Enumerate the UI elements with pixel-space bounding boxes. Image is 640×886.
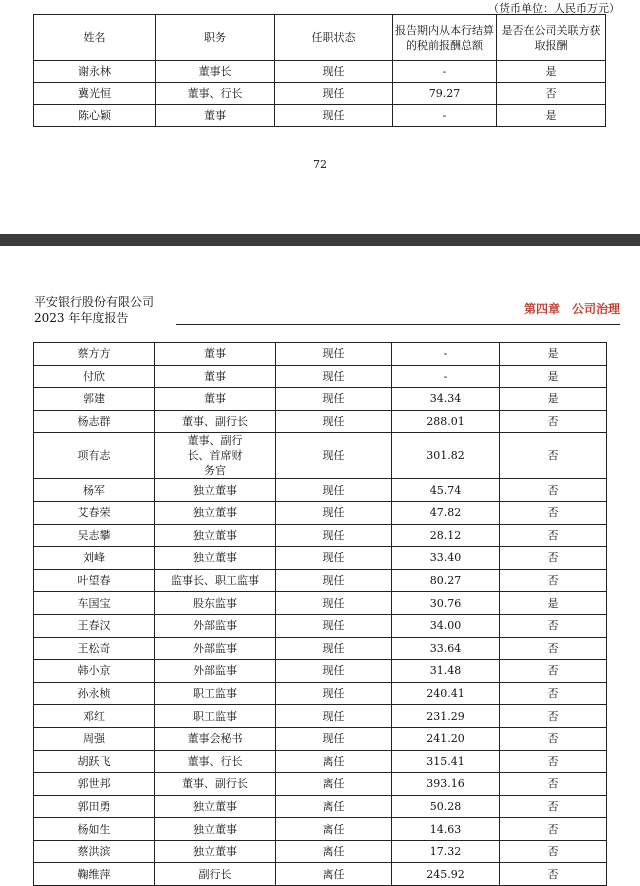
status-cell: 离任 — [276, 750, 392, 773]
position-cell: 董事会秘书 — [155, 727, 276, 750]
status-cell: 现任 — [275, 83, 393, 105]
status-cell: 现任 — [276, 614, 392, 637]
position-cell: 独立董事 — [155, 501, 276, 524]
compensation-cell: 241.20 — [392, 727, 500, 750]
name-cell: 杨军 — [34, 479, 155, 502]
status-cell: 现任 — [276, 501, 392, 524]
table-row — [34, 637, 607, 660]
related-party-cell: 是 — [500, 365, 607, 388]
compensation-cell: 231.29 — [392, 705, 500, 728]
status-cell: 现任 — [276, 343, 392, 366]
related-party-cell: 否 — [500, 614, 607, 637]
compensation-table-page-72 — [33, 14, 606, 127]
compensation-cell: - — [393, 61, 497, 83]
report-header — [34, 294, 154, 326]
status-cell: 现任 — [275, 105, 393, 127]
name-cell: 吴志攀 — [34, 524, 155, 547]
related-party-cell: 是 — [500, 592, 607, 615]
header-rule — [176, 324, 620, 325]
name-cell: 孙永桢 — [34, 682, 155, 705]
currency-unit-note: （货币单位：人民币万元） — [488, 2, 620, 15]
compensation-cell: 47.82 — [392, 501, 500, 524]
compensation-cell: 17.32 — [392, 840, 500, 863]
related-party-cell: 否 — [500, 863, 607, 886]
table-row — [34, 61, 606, 83]
name-cell: 刘峰 — [34, 547, 155, 570]
related-party-cell: 否 — [500, 750, 607, 773]
name-cell: 蔡洪滨 — [34, 840, 155, 863]
status-cell: 离任 — [276, 840, 392, 863]
name-cell: 郭田勇 — [34, 795, 155, 818]
name-cell: 付欣 — [34, 365, 155, 388]
status-cell: 现任 — [276, 388, 392, 411]
table-row — [34, 569, 607, 592]
status-cell: 现任 — [276, 705, 392, 728]
table-row — [34, 614, 607, 637]
name-cell: 谢永林 — [34, 61, 156, 83]
name-cell: 冀光恒 — [34, 83, 156, 105]
status-cell: 现任 — [276, 682, 392, 705]
status-cell: 现任 — [275, 61, 393, 83]
related-party-cell: 否 — [497, 83, 606, 105]
compensation-cell: 245.92 — [392, 863, 500, 886]
header-related-party-compensation: 是否在公司关联方获取报酬 — [497, 15, 606, 61]
table-row — [34, 818, 607, 841]
table-row — [34, 795, 607, 818]
table-row — [34, 388, 607, 411]
related-party-cell: 否 — [500, 840, 607, 863]
status-cell: 现任 — [276, 637, 392, 660]
compensation-cell: 79.27 — [393, 83, 497, 105]
status-cell: 现任 — [276, 727, 392, 750]
related-party-cell: 否 — [500, 660, 607, 683]
status-cell: 现任 — [276, 410, 392, 433]
position-cell: 外部监事 — [155, 660, 276, 683]
compensation-cell: 50.28 — [392, 795, 500, 818]
table-row — [34, 660, 607, 683]
status-cell: 现任 — [276, 569, 392, 592]
table-row — [34, 682, 607, 705]
page-number: 72 — [313, 158, 327, 171]
compensation-table-continued — [33, 342, 607, 886]
table-row — [34, 592, 607, 615]
name-cell: 杨志群 — [34, 410, 155, 433]
related-party-cell: 否 — [500, 524, 607, 547]
related-party-cell: 否 — [500, 569, 607, 592]
table-row — [34, 840, 607, 863]
header-position: 职务 — [156, 15, 275, 61]
name-cell: 陈心颖 — [34, 105, 156, 127]
name-cell: 胡跃飞 — [34, 750, 155, 773]
compensation-cell: 33.64 — [392, 637, 500, 660]
compensation-cell: 34.00 — [392, 614, 500, 637]
compensation-cell: 315.41 — [392, 750, 500, 773]
table-row — [34, 750, 607, 773]
position-cell: 董事长 — [156, 61, 275, 83]
name-cell: 项有志 — [34, 433, 155, 479]
position-cell: 职工监事 — [155, 682, 276, 705]
position-cell: 独立董事 — [155, 479, 276, 502]
compensation-cell: 80.27 — [392, 569, 500, 592]
table-row — [34, 365, 607, 388]
table-row — [34, 705, 607, 728]
status-cell: 现任 — [276, 592, 392, 615]
table-row — [34, 863, 607, 886]
position-cell: 独立董事 — [155, 818, 276, 841]
header-pretax-compensation: 报告期内从本行结算的税前报酬总额 — [393, 15, 497, 61]
table-row — [34, 524, 607, 547]
compensation-cell: 33.40 — [392, 547, 500, 570]
related-party-cell: 否 — [500, 818, 607, 841]
table-row — [34, 83, 606, 105]
compensation-cell: 14.63 — [392, 818, 500, 841]
position-cell: 副行长 — [155, 863, 276, 886]
compensation-cell: 288.01 — [392, 410, 500, 433]
compensation-cell: - — [392, 343, 500, 366]
table-row — [34, 343, 607, 366]
related-party-cell: 否 — [500, 501, 607, 524]
name-cell: 郭建 — [34, 388, 155, 411]
position-cell: 董事、行长 — [156, 83, 275, 105]
table-row — [34, 727, 607, 750]
related-party-cell: 是 — [497, 105, 606, 127]
related-party-cell: 是 — [500, 388, 607, 411]
related-party-cell: 否 — [500, 479, 607, 502]
position-cell: 外部监事 — [155, 614, 276, 637]
compensation-cell: 30.76 — [392, 592, 500, 615]
name-cell: 鞠维萍 — [34, 863, 155, 886]
position-cell: 董事、副行长 — [155, 410, 276, 433]
position-cell: 董事 — [155, 388, 276, 411]
name-cell: 杨如生 — [34, 818, 155, 841]
name-cell: 王春汉 — [34, 614, 155, 637]
position-cell: 董事 — [155, 365, 276, 388]
position-cell: 董事 — [155, 343, 276, 366]
related-party-cell: 否 — [500, 433, 607, 479]
table-row — [34, 479, 607, 502]
table-row — [34, 501, 607, 524]
compensation-cell: 34.34 — [392, 388, 500, 411]
compensation-cell: 45.74 — [392, 479, 500, 502]
report-title: 2023 年年度报告 — [34, 311, 129, 325]
compensation-cell: 28.12 — [392, 524, 500, 547]
compensation-cell: 301.82 — [392, 433, 500, 479]
related-party-cell: 否 — [500, 547, 607, 570]
table-row — [34, 410, 607, 433]
position-cell: 董事、副行长 — [155, 773, 276, 796]
position-cell: 股东监事 — [155, 592, 276, 615]
position-cell: 监事长、职工监事 — [155, 569, 276, 592]
related-party-cell: 是 — [497, 61, 606, 83]
position-cell: 独立董事 — [155, 840, 276, 863]
compensation-cell: 393.16 — [392, 773, 500, 796]
compensation-cell: - — [392, 365, 500, 388]
name-cell: 艾春荣 — [34, 501, 155, 524]
header-status: 任职状态 — [275, 15, 393, 61]
status-cell: 现任 — [276, 660, 392, 683]
page-break-divider — [0, 234, 640, 246]
related-party-cell: 否 — [500, 637, 607, 660]
status-cell: 离任 — [276, 795, 392, 818]
position-cell: 外部监事 — [155, 637, 276, 660]
name-cell: 车国宝 — [34, 592, 155, 615]
position-cell: 独立董事 — [155, 524, 276, 547]
company-name: 平安银行股份有限公司 — [34, 295, 155, 309]
related-party-cell: 否 — [500, 410, 607, 433]
status-cell: 离任 — [276, 863, 392, 886]
name-cell: 周强 — [34, 727, 155, 750]
compensation-cell: 240.41 — [392, 682, 500, 705]
chapter-title: 第四章 公司治理 — [523, 302, 620, 316]
position-cell: 职工监事 — [155, 705, 276, 728]
related-party-cell: 否 — [500, 682, 607, 705]
table-row — [34, 773, 607, 796]
position-cell: 董事、副行长、首席财务官 — [155, 433, 276, 479]
related-party-cell: 是 — [500, 343, 607, 366]
status-cell: 现任 — [276, 547, 392, 570]
related-party-cell: 否 — [500, 795, 607, 818]
related-party-cell: 否 — [500, 727, 607, 750]
table-row — [34, 105, 606, 127]
status-cell: 离任 — [276, 773, 392, 796]
status-cell: 现任 — [276, 433, 392, 479]
status-cell: 现任 — [276, 479, 392, 502]
name-cell: 韩小京 — [34, 660, 155, 683]
header-name: 姓名 — [34, 15, 156, 61]
name-cell: 郭世邦 — [34, 773, 155, 796]
position-cell: 独立董事 — [155, 547, 276, 570]
name-cell: 叶望春 — [34, 569, 155, 592]
status-cell: 离任 — [276, 818, 392, 841]
position-cell: 独立董事 — [155, 795, 276, 818]
status-cell: 现任 — [276, 365, 392, 388]
table-row — [34, 547, 607, 570]
status-cell: 现任 — [276, 524, 392, 547]
table-row — [34, 433, 607, 479]
name-cell: 王松奇 — [34, 637, 155, 660]
related-party-cell: 否 — [500, 773, 607, 796]
compensation-cell: - — [393, 105, 497, 127]
compensation-cell: 31.48 — [392, 660, 500, 683]
name-cell: 蔡方方 — [34, 343, 155, 366]
position-cell: 董事 — [156, 105, 275, 127]
name-cell: 邓红 — [34, 705, 155, 728]
related-party-cell: 否 — [500, 705, 607, 728]
position-cell: 董事、行长 — [155, 750, 276, 773]
